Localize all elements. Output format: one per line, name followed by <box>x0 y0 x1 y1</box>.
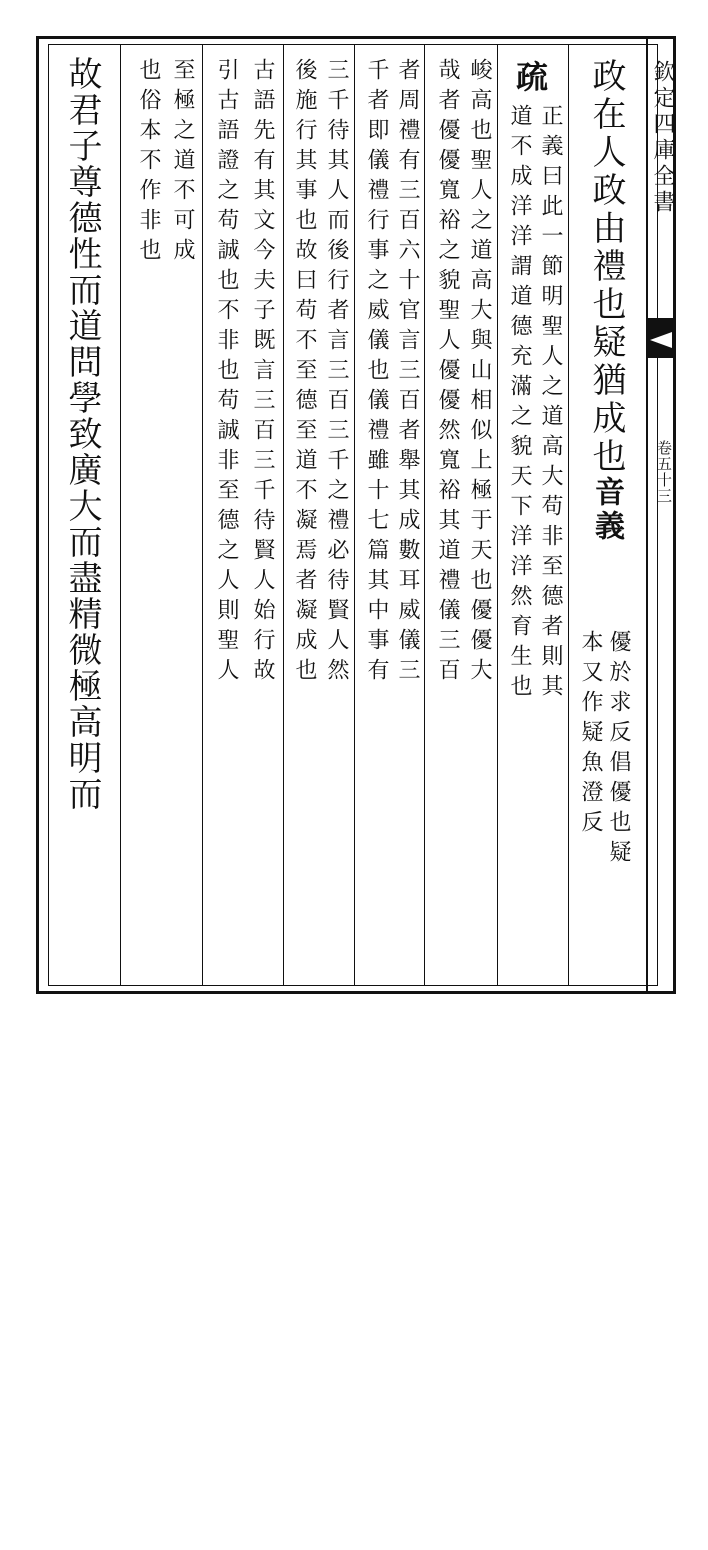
yinyi-tag: 音義 <box>589 476 624 544</box>
column-divider <box>568 44 569 986</box>
commentary-column: 者周禮有三百六十官言三百者舉其成數耳威儀三 <box>395 58 420 688</box>
column-divider <box>354 44 355 986</box>
book-title: 欽定四庫全書 <box>650 60 675 216</box>
commentary-column: 三千待其人而後行者言三百三千之禮必待賢人然 <box>324 58 349 688</box>
column-divider <box>497 44 498 986</box>
commentary-column: 哉者優優寬裕之貌聖人優優然寬裕其道禮儀三百 <box>435 58 460 688</box>
main-text-column: 故君子尊德性而道問學致廣大而盡精微極高明而 <box>62 56 102 812</box>
commentary-column: 古語先有其文今夫子既言三百三千待賢人始行故 <box>250 58 275 688</box>
fishtail-mark-icon <box>646 318 676 358</box>
column-divider <box>202 44 203 986</box>
volume-label: 卷五十三 <box>655 440 673 504</box>
main-text: 政在人政由禮也疑猶成也 <box>586 58 626 476</box>
main-text-column <box>586 58 626 618</box>
annotation-column: 優於求反倡優也疑 <box>606 630 631 870</box>
commentary-column: 峻高也聖人之道高大與山相似上極于天也優優大 <box>467 58 492 688</box>
commentary-column: 千者即儀禮行事之威儀也儀禮雖十七篇其中事有 <box>364 58 389 688</box>
commentary-column: 後施行其事也故曰苟不至德至道不凝焉者凝成也 <box>292 58 317 688</box>
commentary-column: 道不成洋洋謂道德充滿之貌天下洋洋然育生也 <box>507 104 532 704</box>
column-divider <box>283 44 284 986</box>
commentary-column: 至極之道不可成 <box>170 58 195 268</box>
commentary-column: 引古語證之苟誠也不非也苟誠非至德之人則聖人 <box>214 58 239 688</box>
column-divider <box>120 44 121 986</box>
annotation-column: 本又作疑魚澄反 <box>578 630 603 840</box>
column-divider <box>424 44 425 986</box>
shu-tag: 疏 <box>511 60 549 96</box>
commentary-column: 正義曰此一節明聖人之道高大苟非至德者則其 <box>538 104 563 704</box>
commentary-column: 也俗本不作非也 <box>136 58 161 268</box>
